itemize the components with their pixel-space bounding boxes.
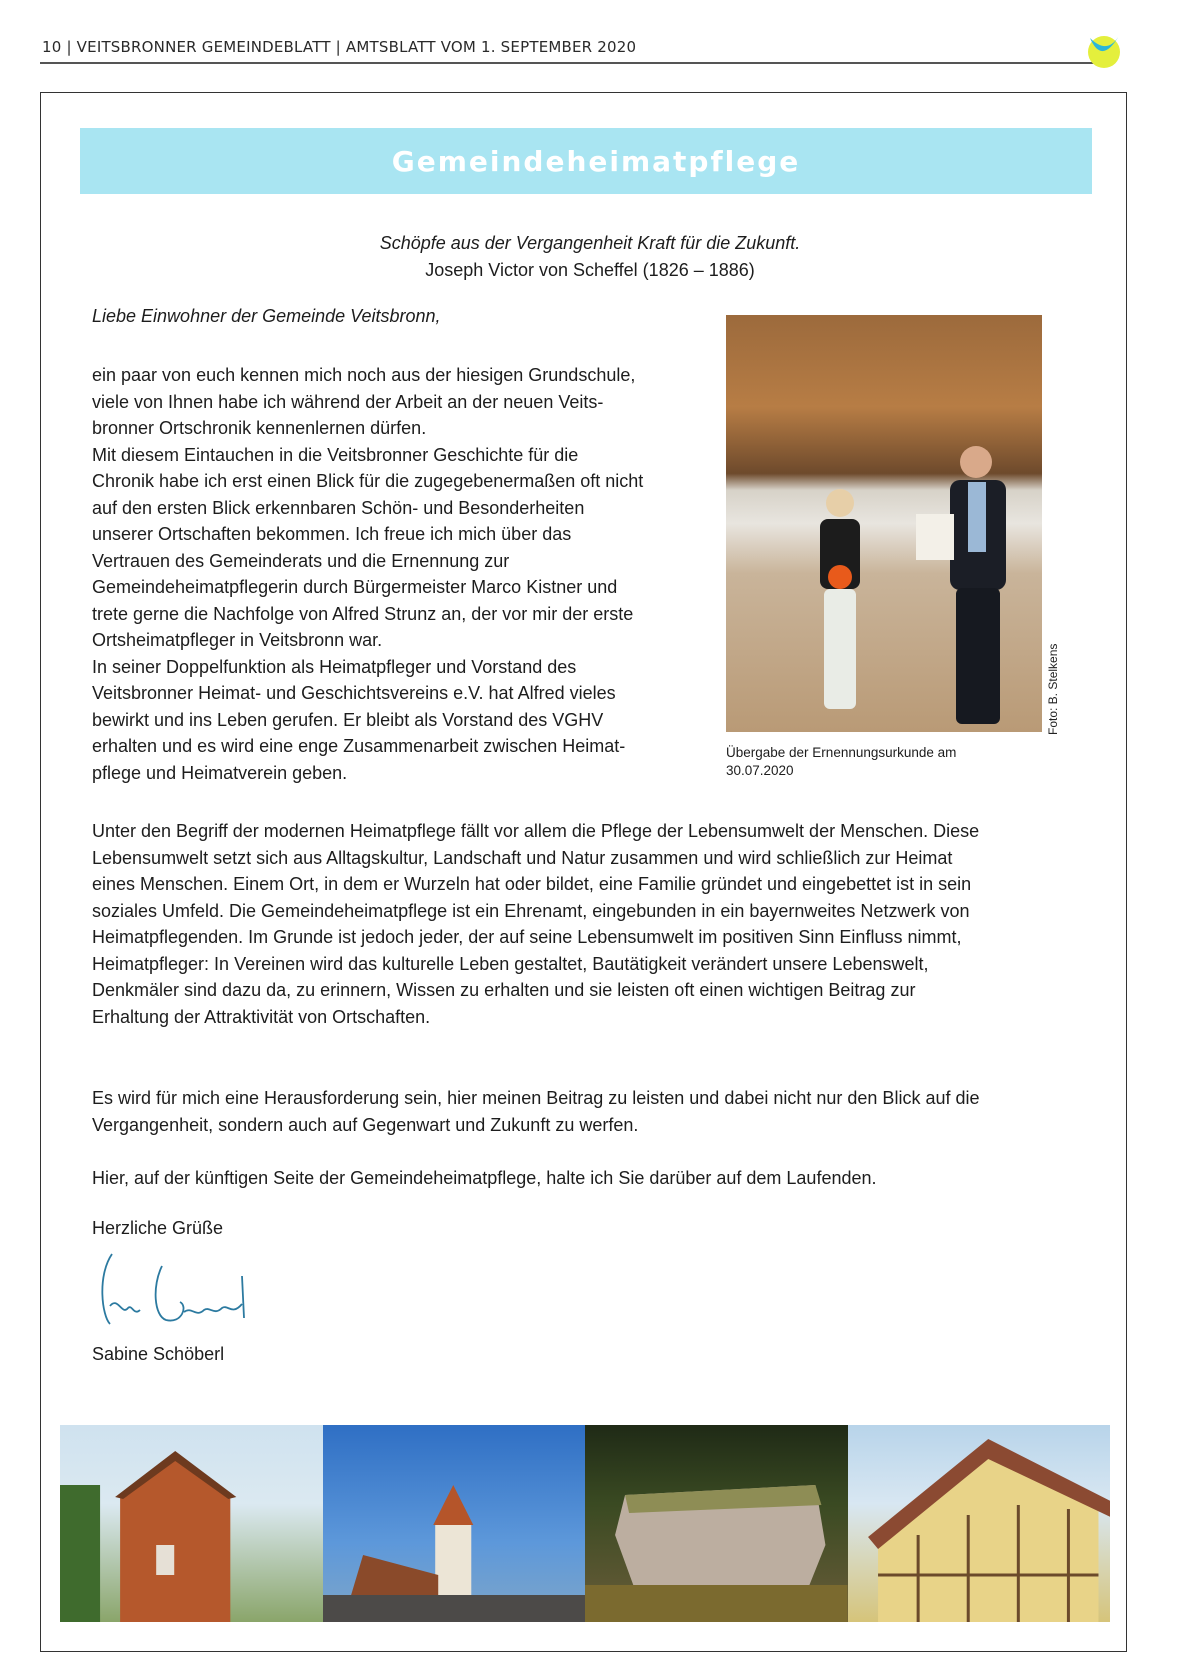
brick-building-icon [60,1425,323,1622]
stone-monument-icon [585,1425,848,1622]
text-line: Chronik habe ich erst einen Blick für die zugegebenermaßen oft nicht [92,471,644,491]
running-head: 10 | VEITSBRONNER GEMEINDEBLATT | AMTSBLATT VOM 1. SEPTEMBER 2020 [42,38,637,56]
text-line: viele von Ihnen habe ich während der Arbeit an der neuen Veits- [92,391,604,412]
text-line: bronner Ortschronik kennenlernen dürfen. [92,418,427,438]
paragraph-challenge: Es wird für mich eine Herausforderung sein, hier meinen Beitrag zu leisten und dabei nicht nur den Blick auf die Vergangenheit, sondern auch auf Gegenwart und Zukunft zu werfen. [92,1088,980,1135]
photo-church-tower [323,1425,586,1622]
photo-strip [60,1425,1110,1622]
signer-name: Sabine Schöberl [92,1344,225,1364]
photo-half-timbered-house [848,1425,1111,1622]
handwritten-signature [92,1246,272,1336]
epigraph [300,230,880,284]
photo-credit: Foto: B. Stelkens [1046,643,1060,735]
text-line: unserer Ortschaften bekommen. Ich freue ich mich über das [92,524,572,544]
woman-with-flowers-figure [804,485,876,715]
text-line: trete gerne die Nachfolge von Alfred Strunz an, der vor mir der erste [92,603,634,624]
half-timbered-house-icon [848,1425,1111,1622]
paragraph-heimatpflege: Unter den Begriff der modernen Heimatpflege fällt vor allem die Pflege der Lebensumwelt der Menschen. Diese Lebensumwelt setzt sich aus Alltagskultur, Landschaft und Natur zusammen und wird schließlich zur Heimat eines Menschen. Einem Ort, in dem er Wurzeln hat oder bildet, eine Familie gründet und eingebettet ist in sein soziales Umfeld. Die Gemeindeheimatpflege ist ein Ehrenamt, eingebunden in ein bayernweites Netzwerk von Heimatpflegenden. Im Grunde ist jedoch jeder, der auf seine Lebensumwelt im positiven Sinn Einfluss nimmt, Heimatpfleger: In Vereinen wird das kulturelle Leben gestaltet, Bautätigkeit verändert unsere Lebenswelt, Denkmäler sind dazu da, zu erinnern, Wissen zu erhalten und sie leisten oft einen wichtigen Beitrag zur Erhaltung der Attraktivität von Ortschaften. [92,821,980,1027]
text-line: ein paar von euch kennen mich noch aus der hiesigen Grundschule, [92,365,636,385]
text-line: pflege und Heimatverein geben. [92,762,348,783]
paragraph-intro [92,362,712,786]
epigraph-author: Joseph Victor von Scheffel (1826 – 1886) [425,260,755,280]
section-banner [80,128,1092,194]
veitsbronn-logo-icon [1082,28,1126,72]
text-line: bewirkt und ins Leben gerufen. Er bleibt als Vorstand des VGHV [92,709,604,730]
section-title: Gemeindeheimatpflege [391,144,801,178]
closing-greeting: Herzliche Grüße [92,1218,224,1238]
header-rule [40,62,1100,64]
text-line: Veitsbronner Heimat- und Geschichtsvereins e.V. hat Alfred vieles [92,683,616,703]
epigraph-text: Schöpfe aus der Vergangenheit Kraft für die Zukunft. [379,233,801,253]
text-line: In seiner Doppelfunktion als Heimatpfleger und Vorstand des [92,656,577,677]
salutation: Liebe Einwohner der Gemeinde Veitsbronn, [92,306,441,326]
mayor-figure [916,440,1021,730]
church-tower-icon [323,1425,586,1622]
photo-brick-building [60,1425,323,1622]
text-line: auf den ersten Blick erkennbaren Schön- und Besonderheiten [92,497,585,518]
text-line: Ortsheimatpfleger in Veitsbronn war. [92,630,383,650]
text-line: Mit diesem Eintauchen in die Veitsbronner Geschichte für die [92,444,579,465]
paragraph-outlook: Hier, auf der künftigen Seite der Gemeindeheimatpflege, halte ich Sie darüber auf dem Laufenden. [92,1168,877,1188]
photo-stone-monument [585,1425,848,1622]
text-line: Gemeindeheimatpflegerin durch Bürgermeister Marco Kistner und [92,577,618,597]
appointment-photo [726,315,1042,732]
text-line: Vertrauen des Gemeinderats und die Ernennung zur [92,550,510,571]
text-line: erhalten und es wird eine enge Zusammenarbeit zwischen Heimat- [92,736,626,756]
photo-caption: Übergabe der Ernennungsurkunde am 30.07.2020 [726,745,957,778]
